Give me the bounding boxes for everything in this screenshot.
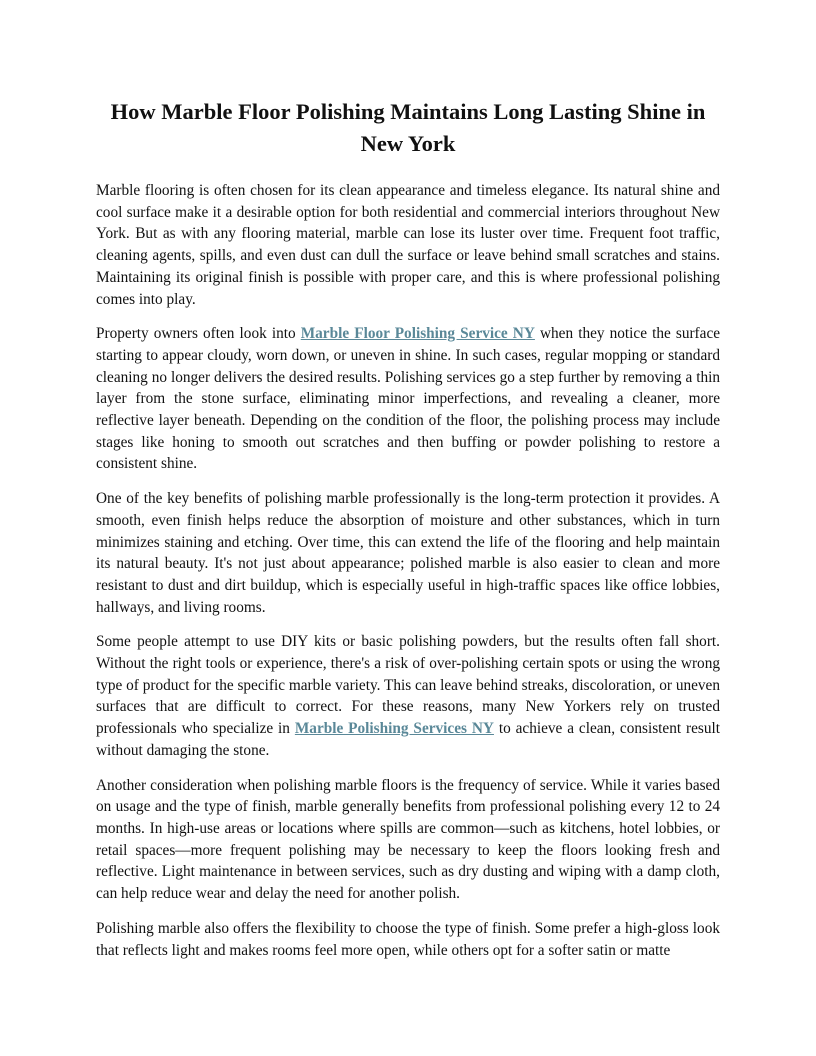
paragraph-text: Another consideration when polishing marble floors is the frequency of service. While it varies based on usage and the type of finish, marble generally benefits from professional polishing every 12 to 24 months. In high-use areas or locations where spills are common—such as kitchens, hotel lobbies, or retail spaces—more frequent polishing may be necessary to keep the floors looking fresh and reflective. Light maintenance in between services, such as dry dusting and wiping with a damp cloth, can help reduce wear and delay the need for another polish. [96, 776, 720, 903]
link-marble-floor-polishing-service-ny[interactable]: Marble Floor Polishing Service NY [300, 325, 535, 343]
document-page [96, 96, 720, 974]
paragraph-text: Property owners often look into [96, 325, 301, 343]
paragraph-1 [96, 180, 720, 310]
paragraph-6 [96, 918, 720, 961]
paragraph-3 [96, 488, 720, 618]
paragraph-text: Some people attempt to use DIY kits or basic polishing powders, but the results often fall short. Without the right tools or experience, there's a risk of over-polishing certain spots or using the wrong type of product for the specific marble variety. This can leave behind streaks, discoloration, or uneven surfaces that are difficult to correct. For these reasons, many New Yorkers rely on trusted professionals who specialize in [96, 633, 720, 738]
paragraph-4 [96, 631, 720, 761]
paragraph-2 [96, 323, 720, 475]
paragraph-5 [96, 775, 720, 905]
link-marble-polishing-services-ny[interactable]: Marble Polishing Services NY [294, 720, 494, 738]
document-title: How Marble Floor Polishing Maintains Long Lasting Shine in New York [110, 99, 706, 156]
paragraph-text: Polishing marble also offers the flexibility to choose the type of finish. Some prefer a high-gloss look that reflects light and makes rooms feel more open, while others opt for a softer satin or matte [96, 919, 720, 959]
paragraph-text: to achieve a clean, consistent result without damaging the stone. [96, 720, 720, 759]
paragraph-text: Marble flooring is often chosen for its clean appearance and timeless elegance. Its natural shine and cool surface make it a desirable option for both residential and commercial interiors throughout New York. But as with any flooring material, marble can lose its luster over time. Frequent foot traffic, cleaning agents, spills, and even dust can dull the surface or leave behind small scratches and stains. Maintaining its original finish is possible with proper care, and this is where professional polishing comes into play. [96, 182, 720, 308]
paragraph-text: when they notice the surface starting to appear cloudy, worn down, or uneven in shine. In such cases, regular mopping or standard cleaning no longer delivers the desired results. Polishing services go a step further by removing a thin layer from the stone surface, eliminating minor imperfections, and revealing a cleaner, more reflective layer beneath. Depending on the condition of the floor, the polishing process may include stages like honing to smooth out scratches and then buffing or powder polishing to restore a consistent shine. [96, 325, 721, 473]
paragraph-text: One of the key benefits of polishing marble professionally is the long-term protection it provides. A smooth, even finish helps reduce the absorption of moisture and other substances, which in turn minimizes staining and etching. Over time, this can extend the life of the flooring and help maintain its natural beauty. It's not just about appearance; polished marble is also easier to clean and more resistant to dust and dirt buildup, which is especially useful in high-traffic spaces like office lobbies, hallways, and living rooms. [96, 490, 720, 616]
